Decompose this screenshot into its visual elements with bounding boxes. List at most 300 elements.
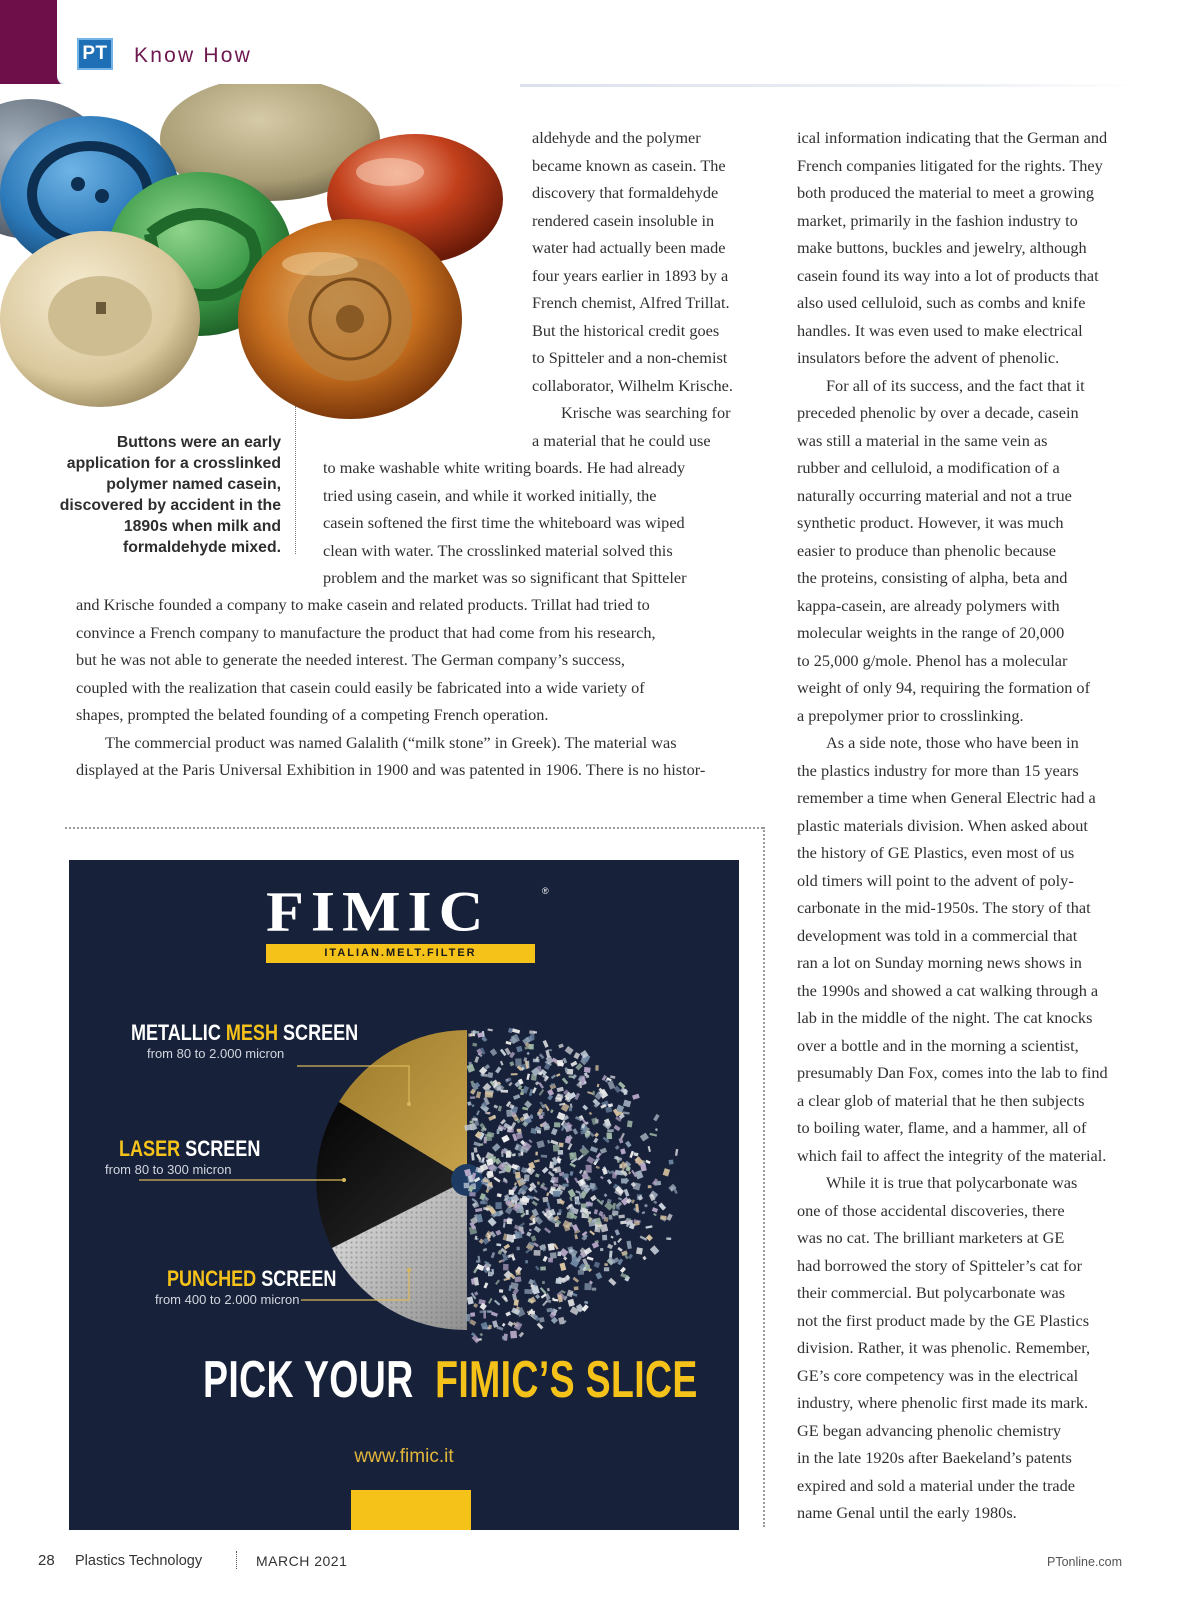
plastic-fragment <box>615 1229 620 1235</box>
plastic-fragment <box>506 1110 512 1117</box>
plastic-fragment <box>505 1311 511 1316</box>
plastic-fragment <box>494 1300 500 1306</box>
plastic-fragment <box>602 1235 607 1241</box>
plastic-fragment <box>645 1225 652 1229</box>
plastic-fragment <box>589 1230 595 1235</box>
plastic-fragment <box>472 1335 481 1344</box>
plastic-fragment <box>644 1204 648 1208</box>
text-line: a prepolymer prior to crosslinking. <box>797 705 1024 725</box>
plastic-fragment <box>518 1153 521 1157</box>
plastic-fragment <box>669 1160 674 1165</box>
text-line: GE’s core competency was in the electrical <box>797 1365 1079 1385</box>
text-line: presumably Dan Fox, comes into the lab to find <box>797 1063 1108 1082</box>
text-line: rendered casein insoluble in <box>532 210 715 230</box>
plastic-fragment <box>653 1213 657 1216</box>
plastic-fragment <box>506 1041 512 1045</box>
plastic-fragment <box>587 1256 594 1260</box>
plastic-fragment <box>591 1117 598 1125</box>
plastic-fragment <box>464 1124 471 1130</box>
plastic-fragment <box>627 1120 633 1127</box>
plastic-fragment <box>562 1184 568 1187</box>
text-line: tried using casein, and while it worked initially, the <box>323 485 657 505</box>
plastic-fragment <box>640 1163 647 1172</box>
section-title: Know How <box>134 44 252 67</box>
plastic-fragment <box>595 1272 602 1279</box>
plastic-fragment <box>546 1192 549 1196</box>
plastic-fragment <box>529 1297 536 1304</box>
plastic-fragment <box>584 1301 588 1304</box>
plastic-fragment <box>599 1226 603 1229</box>
plastic-fragment <box>551 1128 558 1135</box>
text-line: kappa-casein, are already polymers with <box>797 595 1060 615</box>
plastic-fragment <box>551 1083 554 1086</box>
plastic-fragment <box>526 1210 529 1215</box>
text-line: over a bottle and in the morning a scientist, <box>797 1035 1079 1055</box>
plastic-fragment <box>563 1058 568 1064</box>
plastic-fragment <box>502 1323 506 1327</box>
text-line: the 1990s and showed a cat walking through a <box>797 980 1099 1000</box>
brand-tagline: ITALIAN.MELT.FILTER <box>266 944 535 963</box>
text-line: convince a French company to manufacture the product that had come from his research, <box>76 622 656 642</box>
plastic-fragment <box>553 1145 560 1152</box>
text-line: French companies litigated for the rights. They <box>797 155 1103 175</box>
plastic-fragment <box>535 1294 540 1299</box>
plastic-fragment <box>623 1100 631 1108</box>
text-line: division. Rather, it was phenolic. Remember, <box>797 1338 1091 1357</box>
plastic-fragment <box>568 1189 576 1198</box>
plastic-fragment <box>572 1128 578 1134</box>
plastic-fragment <box>553 1168 557 1171</box>
plastic-fragment <box>642 1256 646 1260</box>
plastic-fragment <box>526 1074 530 1080</box>
text-line: became known as casein. The <box>532 155 726 175</box>
plastic-fragment <box>533 1196 539 1201</box>
plastic-fragment <box>483 1282 488 1288</box>
plastic-fragment <box>512 1028 520 1033</box>
plastic-fragment <box>646 1234 653 1241</box>
plastic-fragment <box>508 1321 514 1327</box>
plastic-fragment <box>570 1061 577 1067</box>
plastic-fragment <box>593 1091 595 1095</box>
plastic-fragment <box>528 1242 534 1246</box>
text-line: four years earlier in 1893 by a <box>532 265 729 285</box>
fimic-advertisement[interactable] <box>69 860 739 1530</box>
text-line: easier to produce than phenolic because <box>797 540 1057 560</box>
plastic-fragment <box>620 1221 626 1225</box>
plastic-fragment <box>524 1100 532 1108</box>
plastic-fragment <box>555 1097 561 1102</box>
plastic-fragment <box>579 1170 583 1174</box>
plastic-fragment <box>556 1073 561 1077</box>
plastic-fragment <box>648 1146 651 1152</box>
text-line: insulators before the advent of phenolic. <box>797 348 1060 367</box>
plastic-fragment <box>545 1106 549 1111</box>
plastic-fragment <box>617 1247 622 1252</box>
registered-mark: ® <box>542 886 549 896</box>
plastic-fragment <box>515 1172 521 1179</box>
plastic-fragment <box>508 1028 513 1033</box>
plastic-fragment <box>473 1141 480 1146</box>
plastic-fragment <box>557 1252 561 1257</box>
plastic-fragment <box>609 1215 613 1220</box>
plastic-fragment <box>528 1139 532 1143</box>
plastic-fragment <box>497 1129 500 1133</box>
ad-url-link[interactable]: www.fimic.it <box>354 1446 454 1467</box>
plastic-fragment <box>539 1317 545 1323</box>
plastic-fragment <box>493 1177 500 1183</box>
brand-name: FIMIC <box>266 880 491 944</box>
text-line: GE began advancing phenolic chemistry <box>797 1420 1062 1440</box>
text-line: had borrowed the story of Spitteler’s cat for <box>797 1255 1082 1275</box>
text-line: old timers will point to the advent of poly- <box>797 870 1074 890</box>
plastic-fragment <box>584 1081 586 1085</box>
label-word: SCREEN <box>261 1266 337 1291</box>
plastic-fragment <box>629 1151 634 1158</box>
text-line: a material that he could use <box>532 430 711 450</box>
text-line: carbonate in the mid-1950s. The story of that <box>797 898 1091 917</box>
ad-divider-top <box>65 827 763 829</box>
plastic-fragment <box>472 1198 478 1203</box>
plastic-fragment <box>505 1206 513 1214</box>
plastic-fragment <box>488 1217 497 1226</box>
plastic-fragment <box>569 1107 572 1111</box>
plastic-fragment <box>550 1252 557 1258</box>
plastic-fragment <box>565 1067 569 1073</box>
plastic-fragment <box>585 1132 590 1137</box>
plastic-fragment <box>628 1171 631 1174</box>
plastic-fragment <box>492 1320 498 1328</box>
plastic-fragment <box>483 1248 488 1252</box>
website-link[interactable]: PTonline.com <box>1047 1555 1123 1569</box>
plastic-fragment <box>472 1118 478 1121</box>
plastic-fragment <box>605 1106 612 1113</box>
buttons-photo <box>0 84 520 424</box>
plastic-fragment <box>610 1075 615 1079</box>
pt-logo[interactable]: PT <box>77 38 113 70</box>
label-highlight: PUNCHED <box>167 1266 257 1291</box>
plastic-fragment <box>663 1168 670 1176</box>
plastic-fragment <box>502 1168 505 1172</box>
plastic-fragment <box>548 1171 555 1177</box>
plastic-fragment <box>474 1056 479 1063</box>
text-line: make buttons, buckles and jewelry, although <box>797 238 1087 257</box>
plastic-fragment <box>614 1125 621 1131</box>
plastic-fragment <box>652 1207 658 1213</box>
plastic-fragment <box>510 1122 516 1130</box>
plastic-fragment <box>515 1058 521 1066</box>
plastic-fragment <box>467 1101 472 1106</box>
plastic-fragment <box>543 1256 548 1262</box>
plastic-fragment <box>538 1082 544 1089</box>
text-line: preceded phenolic by over a decade, casein <box>797 403 1079 422</box>
plastic-fragment <box>510 1331 517 1339</box>
fimic-logo <box>266 880 549 944</box>
plastic-fragment <box>575 1190 580 1194</box>
text-line: but he was not able to generate the needed interest. The German company’s success, <box>76 650 625 669</box>
plastic-fragment <box>473 1303 478 1308</box>
label-highlight: LASER <box>119 1136 181 1161</box>
plastic-fragment <box>606 1133 612 1140</box>
plastic-fragment <box>524 1289 532 1294</box>
plastic-fragment <box>498 1106 502 1112</box>
plastic-fragment <box>543 1124 550 1131</box>
plastic-fragment <box>548 1258 553 1263</box>
issue-date: MARCH 2021 <box>256 1553 348 1569</box>
text-line: weight of only 94, requiring the formation of <box>797 678 1090 697</box>
text-line: development was told in a commercial that <box>797 925 1078 945</box>
plastic-fragment <box>574 1286 579 1290</box>
plastic-fragment <box>565 1136 572 1144</box>
plastic-fragment <box>537 1181 540 1185</box>
plastic-fragment <box>511 1073 518 1075</box>
plastic-fragment <box>582 1304 589 1312</box>
text-line: to boiling water, flame, and a hammer, all of <box>797 1118 1087 1137</box>
plastic-fragment <box>675 1149 678 1156</box>
text-line: the plastics industry for more than 15 years <box>797 760 1079 780</box>
plastic-fragment <box>618 1138 623 1144</box>
plastic-fragment <box>537 1323 544 1330</box>
text-line: to make washable white writing boards. He had already <box>323 458 686 477</box>
plastic-fragment <box>578 1270 584 1275</box>
plastic-fragment <box>491 1252 495 1258</box>
text-line: problem and the market was so significant that Spitteler <box>323 568 687 587</box>
plastic-fragment <box>631 1199 635 1204</box>
punched-screen-label <box>167 1266 336 1292</box>
plastic-fragment <box>567 1290 574 1298</box>
punched-screen-range: from 400 to 2.000 micron <box>155 1292 300 1307</box>
plastic-fragment <box>519 1332 525 1338</box>
plastic-fragment <box>534 1226 541 1233</box>
plastic-fragment <box>517 1129 521 1132</box>
plastic-fragment <box>642 1211 646 1214</box>
plastic-fragment <box>503 1264 509 1270</box>
plastic-fragment <box>487 1112 490 1114</box>
plastic-fragment <box>529 1044 534 1049</box>
plastic-fragment <box>562 1174 569 1178</box>
text-line: remember a time when General Electric had a <box>797 788 1096 807</box>
plastic-fragment <box>514 1299 519 1306</box>
plastic-fragment <box>623 1253 628 1260</box>
plastic-fragment <box>485 1134 492 1142</box>
plastic-fragment <box>476 1110 480 1115</box>
text-line: The commercial product was named Galalith (“milk stone” in Greek). The material was <box>105 732 677 752</box>
plastic-fragment <box>537 1130 542 1134</box>
plastic-fragment <box>466 1064 475 1073</box>
plastic-fragment <box>469 1192 475 1196</box>
plastic-fragment <box>589 1183 595 1190</box>
plastic-fragment <box>596 1166 600 1169</box>
plastic-fragment <box>608 1278 616 1286</box>
plastic-fragment <box>508 1082 512 1087</box>
text-line: was no cat. The brilliant marketers at GE <box>797 1228 1065 1247</box>
text-line: not the first product made by the GE Plastics <box>797 1310 1090 1330</box>
plastic-fragment <box>612 1210 619 1215</box>
text-line: While it is true that polycarbonate was <box>826 1173 1078 1192</box>
plastic-fragment <box>559 1209 562 1213</box>
text-line: collaborator, Wilhelm Krische. <box>532 375 733 395</box>
plastic-fragment <box>584 1283 591 1290</box>
plastic-fragment <box>546 1202 550 1210</box>
plastic-fragment <box>666 1214 672 1221</box>
plastic-fragment <box>554 1122 560 1127</box>
plastic-fragment <box>613 1241 616 1245</box>
plastic-fragment <box>543 1040 549 1048</box>
plastic-fragment <box>666 1237 671 1240</box>
page-number: 28 <box>38 1552 55 1569</box>
plastic-fragment <box>529 1311 535 1315</box>
plastic-fragment <box>541 1155 547 1158</box>
metallic-mesh-range: from 80 to 2.000 micron <box>147 1046 285 1061</box>
plastic-fragment <box>485 1091 493 1098</box>
plastic-fragment <box>481 1074 487 1077</box>
plastic-fragment <box>592 1288 596 1291</box>
plastic-fragment <box>490 1048 498 1056</box>
plastic-fragment <box>530 1114 533 1119</box>
plastic-fragment <box>559 1263 566 1271</box>
plastic-fragment <box>650 1245 660 1255</box>
plastic-fragment <box>512 1153 516 1157</box>
plastic-fragment <box>557 1087 564 1092</box>
text-line: coupled with the realization that casein could easily be fabricated into a wide variety of <box>76 677 645 697</box>
plastic-fragment <box>620 1267 626 1273</box>
text-line: was still a material in the same vein as <box>797 430 1048 450</box>
plastic-fragment <box>618 1197 623 1201</box>
plastic-fragment <box>539 1053 545 1059</box>
plastic-fragment <box>572 1074 577 1079</box>
plastic-fragment <box>618 1082 625 1089</box>
text-line: water had actually been made <box>532 238 726 257</box>
plastic-fragment <box>516 1046 522 1053</box>
plastic-fragment <box>517 1247 520 1251</box>
plastic-fragment <box>552 1162 556 1166</box>
plastic-fragment <box>540 1266 546 1270</box>
text-line: name Genal until the early 1980s. <box>797 1503 1017 1522</box>
plastic-fragment <box>487 1029 492 1032</box>
plastic-fragment <box>547 1095 553 1101</box>
plastic-fragment <box>570 1103 573 1108</box>
plastic-fragment <box>567 1143 572 1150</box>
text-line: displayed at the Paris Universal Exhibition in 1900 and was patented in 1906. There is no histor- <box>76 760 706 779</box>
plastic-fragment <box>635 1170 644 1179</box>
text-line: their commercial. But polycarbonate was <box>797 1283 1066 1302</box>
plastic-fragment <box>604 1267 609 1271</box>
label-highlight: MESH <box>225 1020 278 1045</box>
plastic-fragment <box>626 1241 631 1249</box>
text-line: rubber and celluloid, a modification of a <box>797 458 1060 477</box>
plastic-fragment <box>555 1278 562 1284</box>
plastic-fragment <box>497 1193 502 1197</box>
plastic-fragment <box>506 1234 515 1242</box>
plastic-fragment <box>648 1185 652 1188</box>
plastic-fragment <box>573 1277 580 1283</box>
plastic-fragment <box>510 1282 519 1290</box>
plastic-fragment <box>487 1310 492 1312</box>
text-line: the history of GE Plastics, even most of us <box>797 843 1075 862</box>
plastic-fragment <box>532 1201 538 1207</box>
plastic-fragment <box>586 1165 592 1173</box>
plastic-fragment <box>604 1201 613 1210</box>
plastic-fragment <box>479 1333 483 1337</box>
text-line: But the historical credit goes <box>532 320 720 340</box>
plastic-fragment <box>515 1269 521 1275</box>
plastic-fragment <box>470 1096 475 1099</box>
plastic-fragment <box>604 1193 608 1197</box>
plastic-fragment <box>550 1186 555 1190</box>
plastic-fragment <box>600 1148 607 1154</box>
plastic-fragment <box>535 1152 538 1156</box>
plastic-fragment <box>562 1220 571 1229</box>
text-line: discovery that formaldehyde <box>532 183 719 202</box>
plastic-fragment <box>620 1273 628 1279</box>
text-line: naturally occurring material and not a true <box>797 485 1072 505</box>
text-line: handles. It was even used to make electrical <box>797 320 1083 340</box>
plastic-fragment <box>587 1091 593 1095</box>
plastic-fragment <box>649 1133 657 1137</box>
plastic-fragment <box>596 1152 602 1158</box>
plastic-fragment <box>526 1052 529 1055</box>
plastic-fragment <box>476 1154 482 1161</box>
plastic-fragment <box>600 1176 604 1180</box>
plastic-fragment <box>609 1251 613 1258</box>
plastic-fragment <box>645 1160 650 1164</box>
footer-divider <box>236 1551 237 1569</box>
plastic-fragment <box>535 1266 539 1271</box>
text-line: synthetic product. However, it was much <box>797 513 1064 532</box>
plastic-fragment <box>594 1132 599 1137</box>
plastic-fragment <box>558 1307 561 1310</box>
plastic-fragment <box>472 1043 477 1047</box>
plastic-fragment <box>548 1243 555 1251</box>
plastic-fragment <box>476 1091 481 1098</box>
plastic-fragment <box>536 1140 544 1148</box>
text-line: to 25,000 g/mole. Phenol has a molecular <box>797 650 1068 670</box>
text-line: also used celluloid, such as combs and knife <box>797 293 1086 312</box>
plastic-fragment <box>607 1129 614 1132</box>
plastic-fragment <box>531 1236 537 1242</box>
plastic-fragment <box>542 1167 549 1174</box>
plastic-fragment <box>501 1135 509 1143</box>
text-line: expired and sold a material under the trade <box>797 1475 1076 1495</box>
plastic-fragment <box>534 1031 537 1033</box>
plastic-fragment <box>488 1298 493 1304</box>
plastic-fragment <box>562 1078 569 1085</box>
plastic-fragment <box>516 1132 523 1139</box>
plastic-fragment <box>655 1128 658 1131</box>
text-line: aldehyde and the polymer <box>532 128 701 147</box>
plastic-fragment <box>607 1244 613 1250</box>
plastic-fragment <box>488 1115 496 1121</box>
plastic-fragment <box>594 1209 598 1214</box>
plastic-fragment <box>524 1174 530 1181</box>
plastic-fragment <box>530 1034 534 1040</box>
plastic-fragment <box>640 1236 648 1241</box>
plastic-fragment <box>547 1140 550 1144</box>
laser-screen-label <box>119 1136 260 1162</box>
plastic-fragment <box>501 1090 508 1093</box>
plastic-fragment <box>470 1121 474 1124</box>
plastic-fragment <box>563 1256 567 1260</box>
plastic-fragment <box>590 1195 597 1202</box>
text-line: For all of its success, and the fact that it <box>826 375 1085 395</box>
plastic-fragment <box>611 1236 614 1239</box>
plastic-fragment <box>573 1052 580 1059</box>
slogan-white: PICK YOUR <box>203 1351 414 1409</box>
plastic-fragment <box>581 1203 587 1207</box>
label-word: SCREEN <box>185 1136 261 1161</box>
plastic-fragment <box>492 1143 501 1152</box>
plastic-fragment <box>522 1107 528 1111</box>
plastic-fragment <box>534 1159 540 1162</box>
